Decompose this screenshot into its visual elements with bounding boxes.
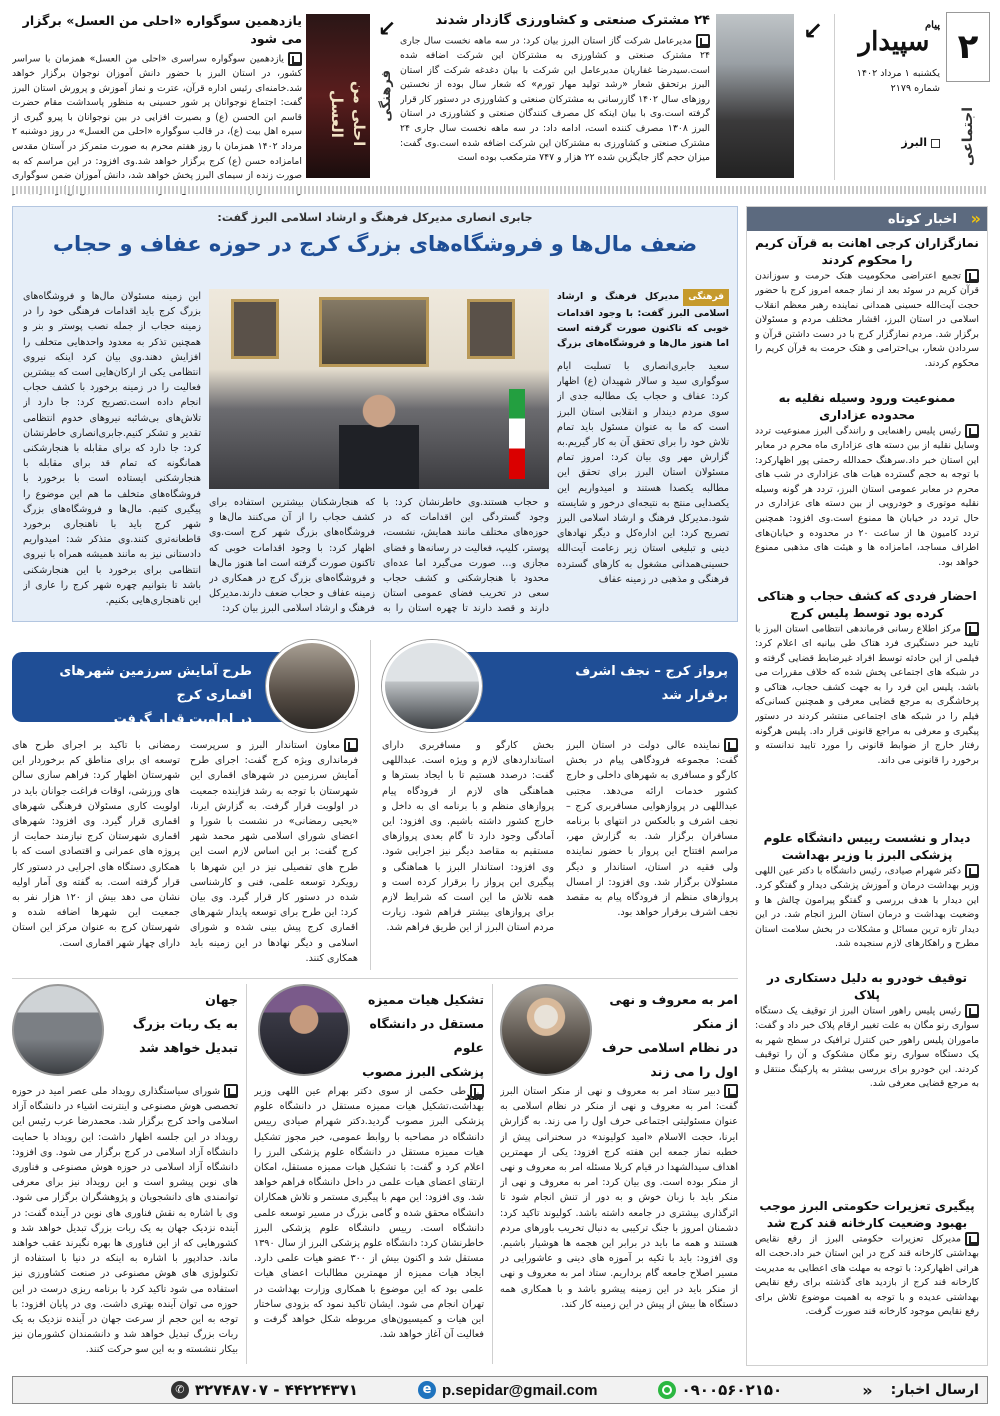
dean-photo	[258, 984, 350, 1076]
section-text: اجتماعی	[960, 106, 976, 166]
sidebar-item-text: دکتر شهرام صیادی، رئیس دانشگاه با دکتر عین اللهی وزیر بهداشت درمان و آموزش پزشکی دیدار و گفتگو کرد. این دیدار با هدف بررسی و گفتگو پیرامون چالش ها و وضعیت بهداشت و درمان استان البرز انجام شد. در این دیدار تازه ترین مسائل و مشکلات در بخش سلامت استان مطرح و راهکارهای لازم سنجیده شد.	[755, 865, 979, 950]
logo	[848, 20, 940, 64]
bottom-story-mumayeze	[254, 984, 484, 1366]
sidebar-item-title: نمازگزاران کرجی اهانت به قرآن کریم را محکوم کردند	[755, 236, 979, 267]
bullet-arrow-icon	[470, 1084, 484, 1098]
bullet-arrow-icon	[288, 52, 302, 66]
ahla-poster	[306, 14, 370, 178]
issue-number: شماره ۲۱۷۹	[890, 83, 940, 94]
bottom-story-robot	[12, 984, 238, 1366]
bottom-amr-text: دبیر ستاد امر به معروف و نهی از منکر استان البرز گفت: امر به معروف و نهی از منکر در نظام اسلامی به عنوان مسئولیتی اجتماعی حرف اول را می زند. به گزارش ایرنا، حجت الاسلام «امید کولیوند» در سخنرانی پیش از خطبه نماز جمعه این هفته کرج افزود: یکی از مهمترین اهداف سیدالشهدا در قیام کربلا مسئله امر به معروف و نهی از منکر بوده است. وی بیان کرد: امر به معروف و نهی از منکر باید با زبان خوش و به دور از تنش انجام شود تا اثرگذاری بیشتری در جامعه داشته باشد. کولیوند تاکید کرد: دشمنان امروز با جنگ ترکیبی به دنبال تخریب باورهای مردم هستند و همه ما باید در برابر این هجمه ها هوشیار باشیم. وی افزود: باید با تکیه بر آموزه های دینی و عاشورایی در مسیر اصلاح جامعه گام برداریم. ستاد امر به معروف و نهی از منکر باید در این زمینه پیشرو باشد و با همکاری همه دستگاه ها بیش از پیش در این زمینه کار کند.	[500, 1086, 738, 1310]
sidebar-header	[747, 207, 987, 231]
sidebar-item-body	[755, 1004, 979, 1194]
airport-photo	[382, 640, 482, 732]
sidebar-item	[755, 390, 979, 584]
bullet-arrow-icon	[344, 738, 358, 752]
sidebar-item	[755, 830, 979, 966]
footer-label: ارسال اخبار:	[890, 1382, 979, 1398]
lead-col1: سعید جابری‌انصاری با تسلیت ایام سوگواری سید و سالار شهیدان (ع) اظهار کرد: عفاف و حجاب یک مطالبه جدی از سوی مردم دیندار و انقلابی استان البرز است که ما به عنوان مسئول باید تمام تلاش خود را برای تحقق آن به کار گیریم.به گزارش مهر وی بیان کرد: امروز تمام مسئولان استان البرز برای تحقق این مطالبه یکصدا هستند و امیدواریم این یکصدایی منتج به نتیجه‌ای درخور و شایسته شود.مدیرکل فرهنگ و ارشاد اسلامی البرز تصریح کرد: این اداره‌کل و دیگر نهادهای دینی و تبلیغی استان زیر زعامت آیت‌الله حسینی‌همدانی مشغول به کارهای گسترده فرهنگی و مذهبی در زمینه عفاف	[557, 361, 729, 585]
lead-story	[12, 206, 738, 622]
double-chevron-icon: «	[970, 209, 981, 228]
region-text: البرز	[901, 136, 927, 149]
sidebar	[746, 206, 988, 1366]
logo-small: پیام	[924, 20, 940, 31]
bullet-arrow-icon	[965, 1004, 979, 1018]
frame-left	[231, 299, 279, 359]
bottom-amr-title-1: امر به معروف و نهی از منکر	[609, 992, 738, 1031]
sidebar-item-body	[755, 424, 979, 584]
mid-right-title-2: برقرار شد	[661, 688, 728, 703]
footer-chevron-icon: «	[862, 1380, 873, 1400]
frame-right	[467, 299, 515, 359]
bottom-robot-text: شورای سیاستگذاری رویداد ملی عصر امید در حوزه تخصصی هوش مصنوعی و اینترنت اشیاء در دانشگاه آزاد اسلامی واحد کرج برگزار شد. محمدرضا عرب رئیس این رویداد در این جلسه اظهار داشت: این رویداد با حمایت دانشگاه آزاد اسلامی در کرج برگزار می شود. وی افزود: دانشگاه آزاد اسلامی در حوزه هوش مصنوعی و فناوری های نوین پیشرو است و این رویداد نیز برای معرفی توانمندی های دانشجویان و پژوهشگران برگزار می شود. وی با اشاره به نقش فناوری های نوین در آینده گفت: در آینده نزدیک جهان به یک ربات بزرگ تبدیل خواهد شد و کشورهایی که از این فناوری ها بهره نگیرند عقب خواهند ماند. حدادپور با اشاره به اینکه در دنیا با استفاده از تکنولوژی های هوش مصنوعی در صنعت کشاورزی نیز استفاده می شود تاکید کرد با برنامه ریزی درست در این حوزه می توان آینده بهتری داشت. وی در پایان افزود: با توجه به این حجم از سرعت جهان در آینده نزدیک به یک ربات بزرگ تبدیل خواهد شد و دانشمندان کشورمان نیز بیکار ننشسته و به این سو حرکت کنند.	[12, 1086, 238, 1356]
bullet-arrow-icon	[724, 1084, 738, 1098]
conference-photo	[12, 984, 104, 1076]
footer-bar	[12, 1376, 988, 1404]
bullet-arrow-icon	[965, 622, 979, 636]
bottom-amr-body	[500, 1084, 738, 1364]
bottom-divider-1	[492, 984, 493, 1364]
bottom-mumayeze-text: طی حکمی از سوی دکتر بهرام عین اللهی وزیر بهداشت،تشکیل هیات ممیزه مستقل در دانشگاه علوم پزشکی البرز مصوب گردید.دکتر شهرام صیادی رییس دانشگاه در مصاحبه با روابط عمومی، خبر مجوز تشکیل هیات ممیزه مستقل در دانشگاه علوم پزشکی البرز را اعلام کرد و گفت: با تشکیل هیات ممیزه مستقل، امکان ارتقای اعضای هیات علمی در داخل دانشگاه فراهم خواهد شد. وی افزود: این مهم با پیگیری مستمر و تلاش همکاران دانشگاه محقق شده و گامی بزرگ در مسیر توسعه علمی دانشگاه است. رییس دانشگاه علوم پزشکی البرز خاطرنشان کرد: دانشگاه علوم پزشکی البرز از سال ۱۳۹۰ مستقل شد و اکنون بیش از ۳۰۰ عضو هیات علمی دارد. ایجاد هیات ممیزه از مهمترین مطالبات اعضای هیات علمی بود که این موضوع با همکاری وزارت بهداشت در تهران انجام می شود. ایشان تاکید نمود که بزودی ساختار این هیات و کمیسیون‌های مربوطه شکل خواهد گرفت و فعالیت آن آغاز خواهد شد.	[254, 1086, 484, 1341]
meeting-photo	[266, 640, 358, 732]
bullet-arrow-icon	[724, 738, 738, 752]
arrow-down-left-icon-2: ↙	[377, 17, 397, 42]
bottom-robot-title-3: تبدیل خواهد شد	[139, 1040, 238, 1055]
top-story-ahla	[12, 12, 302, 182]
sidebar-item	[755, 588, 979, 826]
sidebar-item-text: رئیس پلیس راهور استان البرز از توقیف یک دستگاه سواری رنو مگان به علت تغییر ارقام پلاک خبر داد و گفت: ماموران پلیس راهور حین کنترل ترافیک در سطح شهر به یک دستگاه سواری رنو مگان مشکوک و آن را توقیف کردند. این خودرو برای بررسی بیشتر به پارکینگ منتقل و به مرجع قضایی معرفی شد.	[755, 1005, 979, 1090]
bullet-arrow-icon	[965, 269, 979, 283]
mid-right-story	[382, 640, 738, 970]
issue-date: یکشنبه ۱ مرداد ۱۴۰۲	[856, 68, 940, 79]
flag	[509, 389, 525, 479]
culture-section-text: فرهنگی	[378, 70, 394, 122]
sidebar-item-title: دیدار و نشست رییس دانشگاه علوم پزشکی البرز با وزیر بهداشت	[763, 831, 971, 862]
bullet-arrow-icon	[696, 34, 710, 48]
top-story-ahla-title: یازدهمین سوگواره «احلی من العسل» برگزار می شود	[22, 13, 302, 46]
sidebar-item-text: مدیرکل تعزیرات حکومتی البرز از رفع نقایص بهداشتی کارخانه قند کرج در این استان خبر داد.حجت اله هراتی اظهارکرد: با توجه به مهلت های اعطایی به مدیریت کارخانه قند کرج از بازدید های گذشته برای رفع نقایص بهداشتی عدیده و با توجه به اهمیت موضوع تلاش برای رفع نقایص موجود کارخانه قند صورت گرفت.	[755, 1233, 979, 1318]
lead-col3: که هنجارشکنان بیشترین استفاده برای کشف حجاب را از آن می‌کنند مال‌ها و فروشگاه‌های بزرگ شهر کرج است.وی اظهار کرد: با وجود اقدامات خوبی که تاکنون صورت گرفته است اما هنوز مال‌ها و فروشگاه‌های بزرگ کرج در همکاری در زمینه عفاف و حجاب ضعف دارند.مدیرکل فرهنگ و ارشاد اسلامی البرز بیان کرد:	[209, 497, 375, 615]
whatsapp-icon	[658, 1381, 676, 1399]
top-story-ahla-body	[12, 52, 302, 198]
bottom-robot-body	[12, 1084, 238, 1364]
poster-text: احلی من العسل	[328, 81, 368, 147]
mid-left-story	[12, 640, 358, 970]
bottom-robot-title	[112, 988, 238, 1060]
sidebar-item	[755, 970, 979, 1194]
bottom-amr-title	[598, 988, 738, 1084]
sidebar-item-title: ممنوعیت ورود وسیله نقلیه به محدوده عزاداری	[778, 391, 956, 422]
frame-center	[319, 297, 429, 367]
top-story-gas	[400, 12, 710, 182]
top-story-ahla-text: یازدهمین سوگواره سراسری «احلی من العسل» همزمان با سراسر کشور، در استان البرز با حضور دانش آموزان نوجوان برگزار خواهد شد.خامنه‌ای رئیس اداره قرآن، عترت و نماز آموزش و پرورش استان البرز گفت: اجتماع نوجوانان پر شور حسینی به منظور پاسداشت مقام حضرت قاسم ابن الحسن (ع) و بصیرت افزایی در بین نوجوانان با پیرو گیری از سیره اهل بیت (ع)، در قالب سوگواره «احلی من العسل» در روز دوشنبه ۲ مرداد ۱۴۰۲ همزمان با روز هفتم محرم به صورت متمرکز در آستان مقدس امامزاده حسن (ع) کرج برگزار خواهد شد.وی افزود: در این مراسم که به صورت زنده از سیمای البرز پخش خواهد شد، دانش آموزان ضمن سوگواری	[12, 53, 302, 182]
bottom-top-divider	[12, 978, 738, 979]
mid-right-title-1: پرواز کرج – نجف اشرف	[575, 664, 728, 679]
lead-kicker: جابری انصاری مدیرکل فرهنگ و ارشاد اسلامی البرز گفت:	[217, 211, 533, 224]
bullet-arrow-icon	[965, 864, 979, 878]
logo-big: سپیدار	[858, 27, 930, 57]
bottom-mumayeze-body	[254, 1084, 484, 1364]
bottom-robot-title-1: جهان	[205, 992, 238, 1007]
mid-left-title-1: طرح آمایش سرزمین شهرهای اقماری کرج	[59, 664, 252, 703]
mid-left-col1	[190, 738, 358, 966]
footer-email[interactable]: p.sepidar@gmail.com	[441, 1381, 598, 1399]
arrow-down-left-icon: ↙	[802, 17, 824, 45]
sidebar-item-text: تجمع اعتراضی محکومیت هتک حرمت و سوزاندن قرآن کریم در سوئد بعد از نماز جمعه امروز کرج با حضور حجت آیت‌الله حسینی همدانی نماینده رهبر معظم انقلاب اسلامی در استان البرز، اقشار مختلف مردم و مسئولان برگزار شد. مردم نمازگزار کرج با در دست داشتن قرآن و سردادن شعار، بی‌احترامی و هتک حرمت به قرآن کریم را محکوم کردند.	[755, 270, 979, 370]
lead-col4: این زمینه مسئولان مال‌ها و فروشگاه‌های بزرگ کرج باید اقدامات فرهنگی خود را در زمینه حجاب از جمله نصب پوستر و بنر و همچنین تذکر به معدود واحدهایی متخلف را افزایش دهند.وی بیان کرد اینکه نیروی انتظامی یکی از ارکان‌هایی است که بیشترین فعالیت را در زمینه برخورد با کشف حجاب انجام داده است.تصریح کرد: جا دارد از تلاش‌های بی‌شائبه نیروهای خدوم انتظامی تقدیر و تشکر کنیم.جابری‌انصاری خاطرنشان کرد: جا دارد که برای مقابله با هنجارشکنی همانگونه که تمام قد برای مقابله با هنجارشکنی ایستاده است با برخورد با فروشگاه‌های متخلف ما هم این موضوع را پیگیری کنیم. مال‌ها و فروشگاه‌های بزرگ شهر کرج باید با ناهنجاری برخورد قاطعانه‌تری کنند.وی متذکر شد: امیدواریم دادستانی نیز به مانند همیشه همراه با نیروی انتظامی برای برخورد با این هنجارشکنی باشد تا بتوانیم چهره شهر کرج را عاری از این ناهنجاری‌هایی بکنیم.	[23, 291, 201, 607]
sidebar-item	[755, 235, 979, 386]
sidebar-item-title: پیگیری تعزیرات حکومتی البرز موجب بهبود وضعیت کارخانه قند کرج شد	[759, 1199, 975, 1230]
bottom-mumayeze-title-2: مستقل در دانشگاه علوم	[369, 1016, 484, 1055]
mid-right-col1	[566, 738, 738, 966]
page-number-box	[946, 12, 990, 82]
sidebar-item-text: مرکز اطلاع رسانی فرماندهی انتظامی استان البرز با تایید خبر دستگیری فرد هتاک طی بیانیه ای اعلام کرد: فیلمی از این حادثه توسط افراد غیرضابط قضایی گرفته و در شبکه های اجتماعی پخش شده که خلاف مقررات می باشد. پلیس این فرد را به جهت کشف حجاب، هتاکی و پرخاشگری به مرجع قضایی معرفی و همچنین کسانی‌که فیلم را در شبکه های اجتماعی منتشر کردند در دستور پیگیری و معرفی به مراجع قانونی قرار داد. پلیس هرگونه رفتار خارج از ضوابط قانونی را مورد تایید ندانسته و برخورد را قانونی می داند.	[755, 623, 979, 766]
lead-col2: و حجاب هستند.وی خاطرنشان کرد: با وجود گستردگی این اقدامات که در حوزه‌های مختلف مانند همایش، نشست، پوستر، کلیپ، فعالیت در رسانه‌ها و فضای مجازی و… صورت می‌گیرد اما عده‌ای محدود با هنجارشکنی و کشف حجاب سعی در تخریب فضای عمومی استان دارند و قصد دارند تا چهره استان را به	[383, 497, 549, 615]
cleric-photo	[500, 984, 592, 1076]
bottom-mumayeze-title-1: تشکیل هیات ممیزه	[367, 992, 484, 1007]
sidebar-item-body	[755, 864, 979, 966]
bottom-amr-title-3: اول را می زند	[650, 1064, 738, 1079]
sidebar-items	[747, 231, 987, 1366]
section-label	[950, 96, 986, 176]
sidebar-item	[755, 1198, 979, 1362]
gas-ceo-photo	[716, 14, 794, 178]
sidebar-item-body	[755, 1232, 979, 1362]
lead-title: ضعف مال‌ها و فروشگاه‌های بزرگ کرج در حوزه عفاف و حجاب	[52, 232, 698, 256]
mid-divider	[370, 640, 371, 970]
mid-left-col2: رمضانی با تاکید بر اجرای طرح های توسعه ای برای مناطق کم برخوردار این شهرستان اظهار کرد: فراهم سازی سالن های ورزشی، اوقات فراغت جوانان باید در اولویت کاری مسئولان فرهنگی شهرهای اقماری قرار گیرد. وی افزود: شهرهای اقماری شهرستان کرج نیازمند حمایت از پروژه های عمرانی و اقتصادی است که با همکاری دستگاه های اجرایی در دستور کار قرار گرفته است. به گفته وی آمار اولیه نشان می دهد بیش از ۱۲۰ هزار نفر به جمعیت این شهرها اضافه شده و شهرستان کرج به عنوان مرکز این استان دارای چهار شهر اقماری است.	[12, 740, 180, 949]
speaker-figure	[339, 389, 419, 489]
bullet-arrow-icon	[224, 1084, 238, 1098]
mid-right-col2: بخش کارگو و مسافربری دارای استانداردهای لازم و ویژه است. عبداللهی گفت: درصدد هستیم تا با ایجاد بسترها و هماهنگی های لازم از فرودگاه پیام پروازهای منظم و با برنامه ای به داخل و خارج کشور داشته باشیم. وی افزود: این آمادگی وجود دارد تا گام بعدی پروازهای مستقیم به مقاصد دیگر نیز اجرایی شود. وی افزود: استاندار البرز با هماهنگی و پیگیری این پرواز را برقرار کرده است و همه تلاش ما این است که شرایط لازم برای پروازهای بیشتر فراهم شود. زیارت مردم استان البرز از این طریق فراهم شد.	[382, 740, 554, 934]
mid-left-col1-text: معاون استاندار البرز و سرپرست فرمانداری ویژه کرج گفت: اجرای طرح آمایش سرزمین در شهرهای اقماری این شهرستان با توجه به رشد فزاینده جمعیت در اولویت قرار گرفت. به گزارش ایرنا، «یحیی رمضانی» در نشست با شورا و اعضای شورای اسلامی شهر محمد شهر کرج گفت: بر این اساس لازم است این طرح های تفصیلی نیز در این شهرها با رویکرد توسعه علمی، فنی و کارشناسی شده در دستور کار قرار گیرد. وی بیان کرد: این طرح برای توسعه پایدار شهرهای اقماری کرج پیش بینی شده و شورای اسلامی و دیگر نهادها در این زمینه باید همکاری کنند.	[190, 740, 358, 964]
bullet-arrow-icon	[965, 1232, 979, 1246]
footer-phone2[interactable]: ۳۲۷۴۸۷۰۷ - ۴۴۲۲۴۳۷۱	[194, 1381, 358, 1399]
sidebar-header-text: اخبار کوتاه	[887, 211, 957, 227]
mid-right-col1-text: نماینده عالی دولت در استان البرز گفت: مجموعه فرودگاهی پیام در بخش کارگو و مسافری به شهرهای داخلی و خارج کشور خدمات ارائه می‌دهد. مجتبی عبداللهی در پروازهوایی مسافربری کرج – نجف اشرف و بالعکس در انتهای با برنامه مسافران برگزار شد. به گزارش مهر، مراسم افتتاح این پرواز با حضور نماینده ولی فقیه در استان، استاندار و دیگر مسئولان برگزار شد. وی افزود: از امسال پروازهای منظم از فرودگاه پیام به مقصد نجف اشرف برقرار خواهد بود.	[566, 740, 738, 919]
footer-phone1[interactable]: ۰۹۰۰۵۶۰۲۱۵۰	[681, 1381, 783, 1399]
bullet-arrow-icon	[965, 424, 979, 438]
lead-intro-text: مدیرکل فرهنگ و ارشاد اسلامی البرز گفت: با وجود اقدامات خوبی که تاکنون صورت گرفته است اما هنوز مال‌ها و فروشگاه‌های بزرگ	[557, 291, 729, 349]
bottom-amr-title-2: در نظام اسلامی حرف	[601, 1040, 738, 1055]
top-story-gas-text: مدیرعامل شرکت گاز استان البرز بیان کرد: در سه ماهه نخست سال جاری ۲۴ مشترک صنعتی و کشاورزی به مشترکان این شرکت اضافه شده است.سیدرضا غفاریان مدیرعامل این شرکت با بیان دغدغه شرکت گاز استان البرز برتحقق شعار «رشد تولید مهار تورم» که شعار سال بوده از نخستین روزهای سال ۱۴۰۲ گازرسانی به مشترکان صنعتی و کشاورزی در دستور کار قرار گرفته است.وی با بیان اینکه کل مصرف کنندگان صنعتی و کشاورزی در استان البرز ۱۳۰۸ مصرف کننده است، ادامه داد: در سه ماهه نخست سال جاری ۲۴ مشترک صنعتی و کشاورزی به مشترکان این شرکت اضافه شده‌ است.وی گفت: میزان حجم گاز جایگزین شده ۲۲ هزار و ۷۴۷ مترمکعب بوده است	[400, 35, 710, 164]
sidebar-item-title: توقیف خودرو به دلیل دستکاری در پلاک	[766, 971, 968, 1002]
bottom-mumayeze-title-3: پزشکی البرز مصوب شد	[362, 1064, 484, 1103]
bottom-divider-2	[246, 984, 247, 1364]
sidebar-item-title: احضار فردی که کشف حجاب و هتاکی کرده بود توسط پلیس کرج	[757, 589, 977, 620]
browser-icon: e	[418, 1381, 436, 1399]
masthead-divider	[834, 14, 835, 180]
region-label	[901, 136, 940, 149]
culture-tag: فرهنگی	[683, 289, 729, 306]
top-story-gas-body	[400, 34, 710, 180]
sidebar-item-text: رئیس پلیس راهنمایی و رانندگی البرز ممنوعیت تردد وسایل نقلیه از بین دسته های عزاداری ماه محرم در معابر این استان خبر داد.سرهنگ حمدالله رحمتی پور اظهارکرد: با توجه به حجم گسترده هیات های عزاداری در شب های محرم در معابر عمومی استان البرز، تردد هر گونه وسیله نقلیه موتوری و خودرویی از بین دسته های عزاداری در حال تردد در خیابان ها ممنوع است.وی افزود: همچنین تردد کامیون ها از ساعت ۲۰ در محدوده و خیابان‌های اطراف مساجد، امامزاده ها و هیئت های مذهبی ممنوع خواهد بود.	[755, 425, 979, 568]
square-icon	[931, 139, 940, 148]
bottom-robot-title-2: به یک ربات بزرگ	[132, 1016, 238, 1031]
top-separator	[12, 186, 988, 194]
phone-icon: ✆	[171, 1381, 189, 1399]
page-number: ۲	[957, 27, 979, 67]
sidebar-item-body	[755, 622, 979, 826]
lead-intro	[557, 289, 729, 353]
mid-left-title-2: در اولویت قرار گرفت	[113, 712, 252, 727]
lead-photo	[209, 289, 549, 489]
bottom-story-amr	[500, 984, 738, 1366]
top-story-gas-title: ۲۴ مشترک صنعتی و کشاورزی گازدار شدند	[435, 13, 710, 28]
sidebar-item-body	[755, 269, 979, 386]
